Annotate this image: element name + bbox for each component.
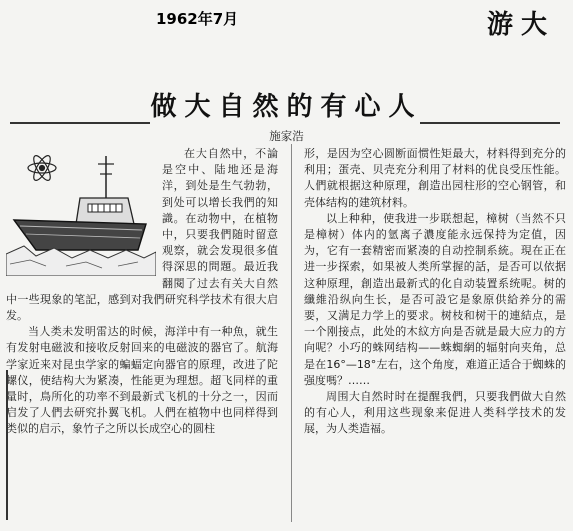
paragraph-1: 在大自然中，不論是空中、陆地还是海洋，到处是生气勃勃，到处可以增长我們的知識。在动物中，在植物中，只要我們随时留意观察，就会发現很多值得深思的問題。最近我翻閱了过去有关大自然中一些現象的笔記，感到对我們研究科学技术有很大启发。 [6,147,278,323]
column-divider [291,144,292,522]
ship-illustration [6,146,156,276]
atom-icon [28,153,56,182]
right-column [304,146,566,438]
paragraph-4: 以上种种，使我进一步联想起，樟树（当然不只是樟树）体内的氫离子濃度能永远保持为定值，因为，它有一套精密而紧凑的自动控制系統。現在正在进一步探索，如果被人类所掌握的話，是否可以依据这种原理，創造出最新式的化自动装置系统呢。树的纖維沿纵向生长，是否可設它是象原供給养分的需要，又满足力学上的要求。树枝和树干的連結点，是一个刚接点，此处的木紋方向是否就是最大应力的方向呢？小巧的蛛网结构——蛛蜘網的辐射向夹角，总是在16°—18°左右，这个角度，难道正适合于蜘蛛的强度嗎？…… [304,211,566,387]
article-title: 做大自然的有心人 [150,92,423,122]
left-column [6,146,278,438]
title-rule-right [420,122,560,124]
paragraph-5: 周围大自然时时在提醒我們，只要我們做大自然的有心人，利用这些现象来促进人类科学技术的发展，为人类造福。 [304,390,566,436]
paragraph-2: 当人类未发明雷达的时候，海洋中有一种魚，就生有发射电磁波和接收反射回来的电磁波的器官了。航海学家近来对昆虫学家的蝙蝠定向器官的原理，改进了陀螺仪，使结构大为紧凑，性能更为理想。超飞同样的重量时，鳥所化的功率不到最新式飞机的十分之一，因而启发了人們去研究扑翼飞机。人們在植物中也同样得到类似的启示，象竹子之所以长成空心的圆柱 [6,325,278,436]
paragraph-3: 形，是因为空心圆断面惯性矩最大，材料得到充分的利用；蛋壳、贝壳充分利用了材料的优良受压性能。人們就根据这种原理，創造出园柱形的空心钢管，和壳体结构的建筑材料。 [304,147,566,209]
ship-drawing [6,146,156,276]
masthead-title: 游大 [486,10,555,40]
issue-date: 1962年7月 [156,10,239,28]
article-author: 施家浩 [269,129,304,143]
margin-mark [6,370,12,520]
